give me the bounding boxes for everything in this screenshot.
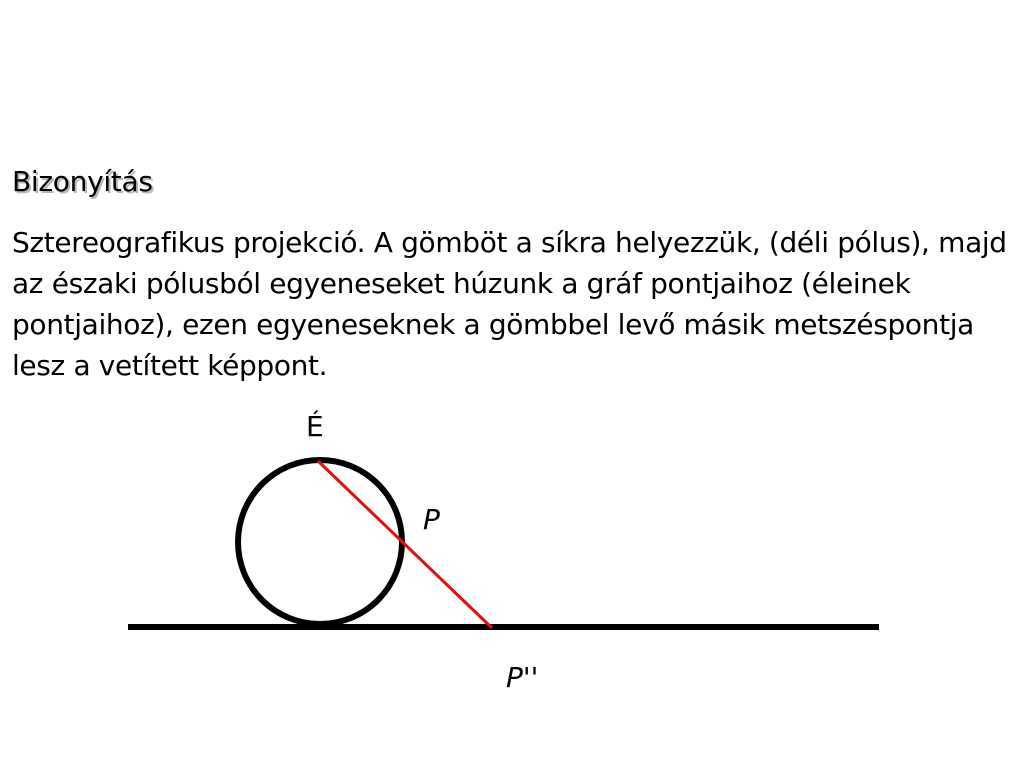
north-pole-label: É: [306, 410, 324, 443]
projection-line: [318, 461, 492, 628]
sphere-circle: [238, 460, 402, 624]
slide-body-text: Sztereografikus projekció. A gömböt a síkra helyezzük, (déli pólus), majd az északi pólusból egyeneseket húzunk a gráf pontjaihoz (éleinek pontjaihoz), ezen egyeneseknek a gömbbel levő másik metszéspontja lesz a vetített képpont.: [12, 226, 1007, 382]
projected-point-label: P'': [506, 661, 539, 694]
point-p-label: P: [423, 503, 440, 536]
slide-heading: Bizonyítás: [12, 165, 153, 198]
